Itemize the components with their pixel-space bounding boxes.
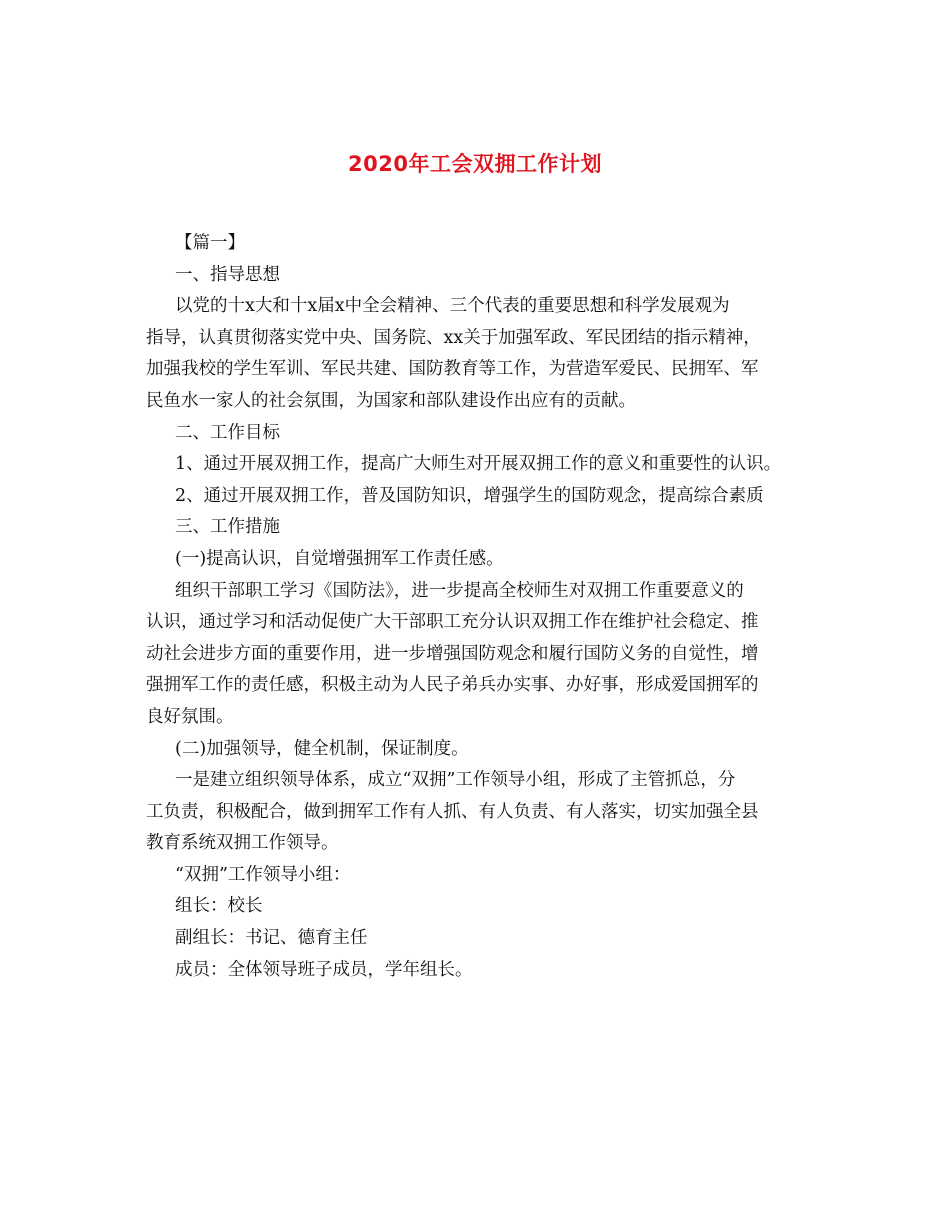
text-line: 以党的十x大和十x届x中全会精神、三个代表的重要思想和科学发展观为 xyxy=(175,296,730,317)
text-line: 副组长：书记、德育主任 xyxy=(175,928,368,949)
text-line: “双拥”工作领导小组： xyxy=(175,864,351,885)
text-line: 组长：校长 xyxy=(175,896,263,917)
text-line: 良好氛围。 xyxy=(146,706,234,727)
text-line: 【篇一】 xyxy=(175,233,245,253)
text-line: 动社会进步方面的重要作用，进一步增强国防观念和履行国防义务的自觉性，增 xyxy=(146,643,759,664)
text-line: 民鱼水一家人的社会氛围，为国家和部队建设作出应有的贡献。 xyxy=(146,390,636,411)
text-line: 指导，认真贯彻落实党中央、国务院、xx关于加强军政、军民团结的指示精神， xyxy=(146,327,761,348)
text-line: 二、工作目标 xyxy=(175,422,280,443)
text-line: 三、工作措施 xyxy=(175,517,280,538)
text-line: 1、通过开展双拥工作，提高广大师生对开展双拥工作的意义和重要性的认识。 xyxy=(175,454,782,475)
text-line: 教育系统双拥工作领导。 xyxy=(146,833,339,854)
text-line: 一、指导思想 xyxy=(175,264,280,285)
text-line: (二)加强领导，健全机制，保证制度。 xyxy=(175,738,469,759)
text-line: 工负责，积极配合，做到拥军工作有人抓、有人负责、有人落实，切实加强全县 xyxy=(146,801,759,822)
text-line: 成员：全体领导班子成员，学年组长。 xyxy=(175,959,473,980)
text-line: 一是建立组织领导体系，成立“双拥”工作领导小组，形成了主管抓总，分 xyxy=(175,770,736,791)
text-line: 2、通过开展双拥工作，普及国防知识，增强学生的国防观念，提高综合素质 xyxy=(175,485,764,506)
document-title: 2020年工会双拥工作计划 xyxy=(348,152,602,176)
text-line: 组织干部职工学习《国防法》，进一步提高全校师生对双拥工作重要意义的 xyxy=(175,580,744,601)
text-line: 加强我校的学生军训、军民共建、国防教育等工作，为营造军爱民、民拥军、军 xyxy=(146,359,759,380)
document-body xyxy=(146,228,836,986)
text-line: 认识，通过学习和活动促使广大干部职工充分认识双拥工作在维护社会稳定、推 xyxy=(146,612,759,633)
text-line: 强拥军工作的责任感，积极主动为人民子弟兵办实事、办好事，形成爱国拥军的 xyxy=(146,675,759,696)
text-line: (一)提高认识，自觉增强拥军工作责任感。 xyxy=(175,548,504,569)
